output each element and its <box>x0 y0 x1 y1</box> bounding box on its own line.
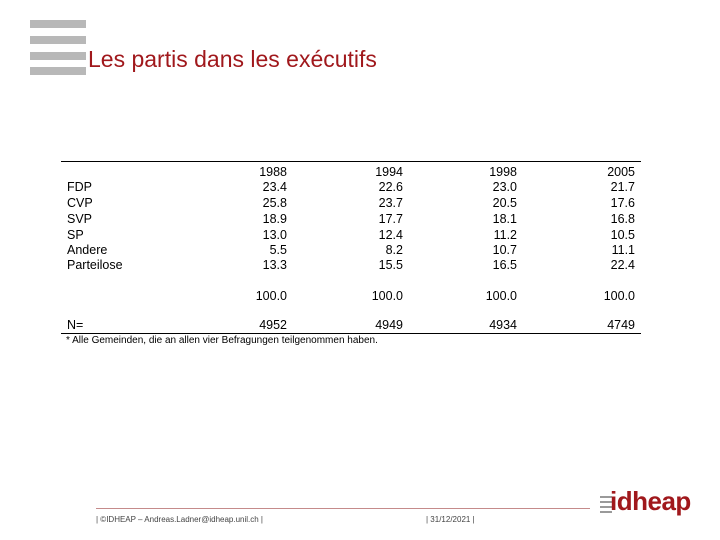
table-top-rule <box>61 161 641 162</box>
n-cell: 4749 <box>607 318 635 332</box>
total-cell: 100.0 <box>485 289 517 303</box>
year-header: 1994 <box>375 165 403 179</box>
table-cell: 20.5 <box>492 196 517 210</box>
table-cell: 13.0 <box>262 228 287 242</box>
table-cell: 18.9 <box>262 212 287 226</box>
footer-copyright: | ©IDHEAP – Andreas.Ladner@idheap.unil.ch | <box>96 515 264 524</box>
table-footnote: * Alle Gemeinden, die an allen vier Befragungen teilgenommen haben. <box>66 335 378 346</box>
table-cell: 10.7 <box>492 243 517 257</box>
n-cell: 4934 <box>489 318 517 332</box>
party-label: CVP <box>67 196 93 210</box>
table-cell: 10.5 <box>610 228 635 242</box>
table-cell: 13.3 <box>262 258 287 272</box>
total-cell: 100.0 <box>371 289 403 303</box>
table-row <box>61 227 641 243</box>
idheap-logo <box>600 488 690 520</box>
table-cell: 5.5 <box>269 243 287 257</box>
table-cell: 22.4 <box>610 258 635 272</box>
table-cell: 16.5 <box>492 258 517 272</box>
table-bottom-rule <box>61 333 641 334</box>
table-row <box>61 242 641 258</box>
table-cell: 22.6 <box>378 180 403 194</box>
table-row <box>61 195 641 211</box>
table-cell: 16.8 <box>610 212 635 226</box>
n-label: N= <box>67 318 84 332</box>
table-row <box>61 257 641 273</box>
table-cell: 11.1 <box>611 243 635 257</box>
idheap-logo-text: idheap <box>610 486 691 516</box>
table-cell: 11.2 <box>493 228 517 242</box>
table-cell: 23.7 <box>378 196 403 210</box>
table-cell: 8.2 <box>385 243 403 257</box>
party-label: SVP <box>67 212 93 226</box>
year-header: 2005 <box>607 165 635 179</box>
party-label: SP <box>67 228 84 242</box>
table-row <box>61 179 641 195</box>
party-label: FDP <box>67 180 92 194</box>
table-header-row <box>61 164 641 180</box>
party-label: Andere <box>67 243 108 257</box>
table-cell: 12.4 <box>378 228 403 242</box>
table-cell: 15.5 <box>378 258 403 272</box>
total-cell: 100.0 <box>255 289 287 303</box>
footer-divider <box>96 508 590 509</box>
table-cell: 17.7 <box>378 212 403 226</box>
table-row <box>61 211 641 227</box>
table-cell: 23.0 <box>492 180 517 194</box>
table-cell: 25.8 <box>262 196 287 210</box>
footer-date: | 31/12/2021 | <box>426 515 475 524</box>
year-header: 1988 <box>259 165 287 179</box>
table-cell: 18.1 <box>492 212 517 226</box>
party-label: Parteilose <box>67 258 123 272</box>
table-cell: 21.7 <box>610 180 635 194</box>
n-cell: 4949 <box>375 318 403 332</box>
table-total-row <box>61 288 641 304</box>
n-cell: 4952 <box>259 318 287 332</box>
total-cell: 100.0 <box>603 289 635 303</box>
slide-logo-bars <box>30 20 86 76</box>
table-cell: 23.4 <box>262 180 287 194</box>
table-cell: 17.6 <box>610 196 635 210</box>
year-header: 1998 <box>489 165 517 179</box>
slide-title: Les partis dans les exécutifs <box>88 46 377 72</box>
table-n-row <box>61 317 641 333</box>
